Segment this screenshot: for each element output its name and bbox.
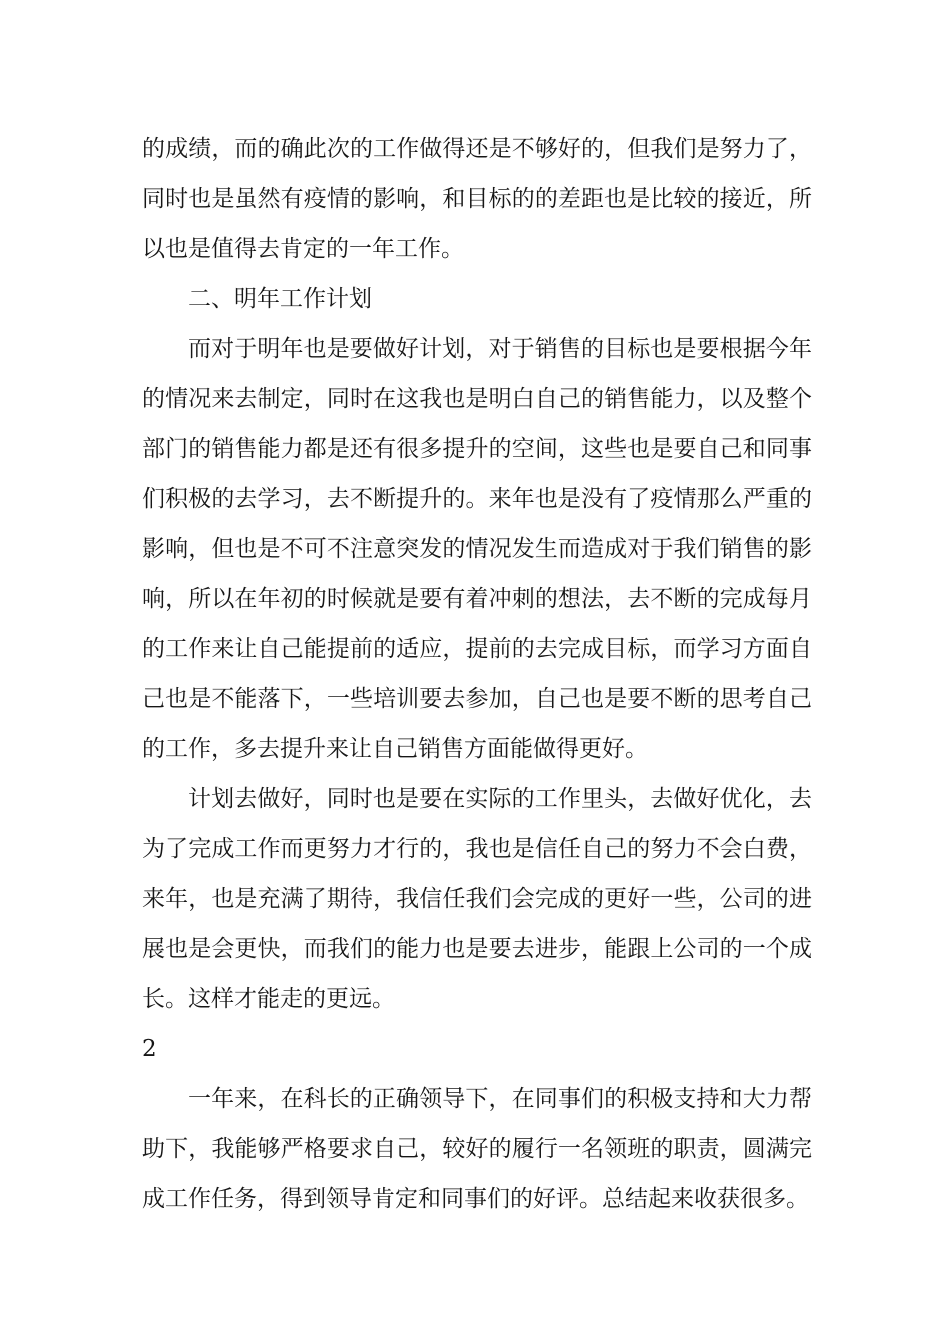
paragraph-year-review: 一年来，在科长的正确领导下，在同事们的积极支持和大力帮助下，我能够严格要求自己，较好的履行一名领班的职责，圆满完成工作任务，得到领导肯定和同事们的好评。总结起来收获很多。 <box>142 1086 812 1212</box>
paragraph-continuation: 的成绩，而的确此次的工作做得还是不够好的，但我们是努力了，同时也是虽然有疫情的影响，和目标的的差距也是比较的接近，所以也是值得去肯定的一年工作。 <box>142 136 812 262</box>
page-content <box>142 124 812 1224</box>
section-heading-next-year-plan: 二、明年工作计划 <box>188 286 372 312</box>
paragraph-plan-details: 而对于明年也是要做好计划，对于销售的目标也是要根据今年的情况来去制定，同时在这我也是明白自己的销售能力，以及整个部门的销售能力都是还有很多提升的空间，这些也是要自己和同事们积极的去学习，去不断提升的。来年也是没有了疫情那么严重的影响，但也是不可不注意突发的情况发生而造成对于我们销售的影响，所以在年初的时候就是要有着冲刺的想法，去不断的完成每月的工作来让自己能提前的适应，提前的去完成目标，而学习方面自己也是不能落下，一些培训要去参加，自己也是要不断的思考自己的工作，多去提升来让自己销售方面能做得更好。 <box>142 336 812 762</box>
paragraph-plan-execution: 计划去做好，同时也是要在实际的工作里头，去做好优化，去为了完成工作而更努力才行的，我也是信任自己的努力不会白费，来年，也是充满了期待，我信任我们会完成的更好一些，公司的进展也是会更快，而我们的能力也是要去进步，能跟上公司的一个成长。这样才能走的更远。 <box>142 786 812 1012</box>
section-number: 2 <box>142 1036 157 1062</box>
